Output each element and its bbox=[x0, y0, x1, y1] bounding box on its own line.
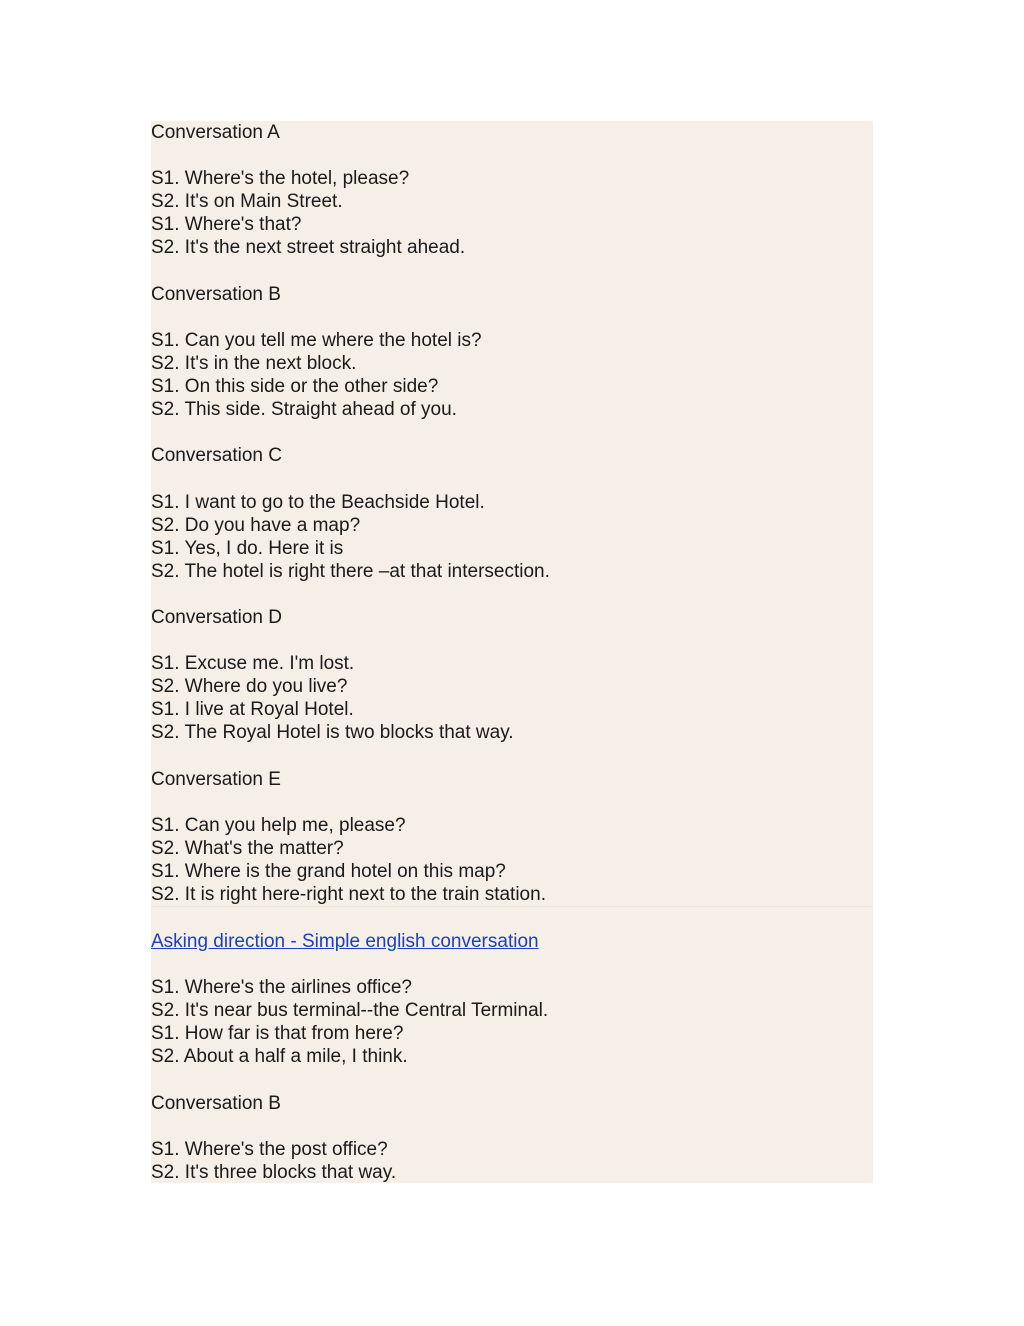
source-link[interactable]: Asking direction - Simple english conversation bbox=[151, 931, 539, 952]
spacer bbox=[151, 583, 873, 606]
spacer bbox=[151, 791, 873, 814]
section-title: Conversation D bbox=[151, 606, 282, 628]
dialog-line: S1. I want to go to the Beachside Hotel. bbox=[151, 491, 485, 513]
dialog-line: S2. The hotel is right there –at that intersection. bbox=[151, 560, 550, 582]
dialog-line: S1. Where is the grand hotel on this map? bbox=[151, 861, 506, 882]
conversations-bottom bbox=[151, 930, 873, 1184]
dialog-line: S1. Excuse me. I'm lost. bbox=[151, 653, 355, 675]
conversations-top bbox=[151, 121, 873, 906]
dialog-line: S1. Where's that? bbox=[151, 214, 302, 236]
dialog-line: S2. It's near bus terminal--the Central Terminal. bbox=[151, 1000, 549, 1022]
source-link-row bbox=[151, 930, 873, 953]
dialog-line: S1. How far is that from here? bbox=[151, 1023, 404, 1045]
dialog-line: S1. Yes, I do. Here it is bbox=[151, 537, 344, 559]
spacer bbox=[151, 144, 873, 167]
spacer bbox=[151, 745, 873, 768]
dialog-line: S1. Can you help me, please? bbox=[151, 814, 406, 836]
spacer bbox=[151, 306, 873, 329]
dialog-line: S2. Where do you live? bbox=[151, 676, 348, 698]
section-title: Conversation B bbox=[151, 1092, 281, 1114]
dialog-line: S2. It's on Main Street. bbox=[151, 191, 343, 213]
dialog-line: S2. What's the matter? bbox=[151, 837, 344, 859]
dialog-line: S2. It is right here-right next to the train station. bbox=[151, 884, 546, 906]
dialog-line: S1. Where's the hotel, please? bbox=[151, 168, 410, 190]
section-title: Conversation A bbox=[151, 122, 280, 143]
spacer bbox=[151, 260, 873, 283]
dialog-line: S2. It's three blocks that way. bbox=[151, 1161, 397, 1183]
spacer bbox=[151, 1069, 873, 1092]
dialog-line: S2. This side. Straight ahead of you. bbox=[151, 399, 457, 421]
dialog-line: S2. Do you have a map? bbox=[151, 514, 361, 536]
dialog-line: S1. On this side or the other side? bbox=[151, 376, 439, 398]
section-title: Conversation C bbox=[151, 445, 282, 467]
spacer bbox=[151, 1115, 873, 1138]
spacer bbox=[151, 467, 873, 490]
dialog-line: S2. It's the next street straight ahead. bbox=[151, 237, 466, 259]
dialog-line: S1. I live at Royal Hotel. bbox=[151, 699, 354, 721]
section-title: Conversation B bbox=[151, 283, 281, 305]
spacer bbox=[151, 421, 873, 444]
dialog-line: S2. It's in the next block. bbox=[151, 352, 357, 374]
spacer bbox=[151, 953, 873, 976]
dialog-line: S2. The Royal Hotel is two blocks that way. bbox=[151, 722, 514, 744]
dialog-line: S1. Where's the post office? bbox=[151, 1138, 388, 1160]
dialog-line: S1. Can you tell me where the hotel is? bbox=[151, 329, 482, 351]
dialog-line: S2. About a half a mile, I think. bbox=[151, 1046, 408, 1068]
dialog-line: S1. Where's the airlines office? bbox=[151, 977, 412, 999]
section-title: Conversation E bbox=[151, 768, 281, 790]
spacer bbox=[151, 629, 873, 652]
